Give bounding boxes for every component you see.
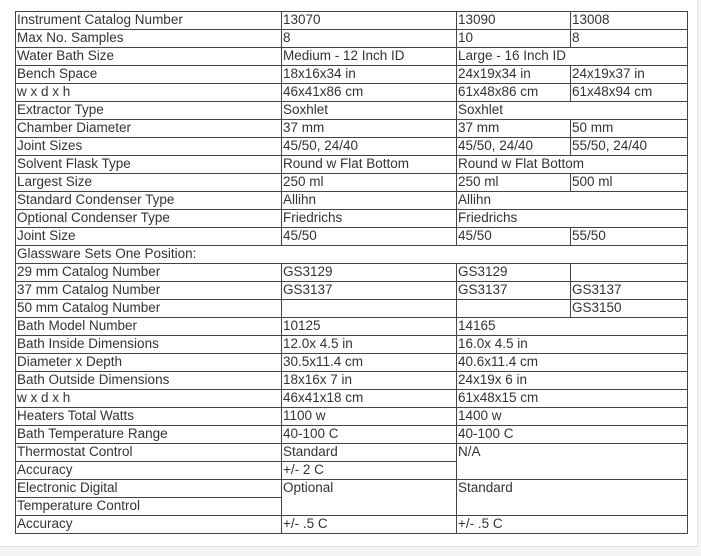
table-row	[16, 426, 688, 444]
value-cell: 61x48x94 cm	[571, 84, 688, 102]
row-label-cell: Extractor Type	[16, 102, 282, 120]
value-cell: 1400 w	[457, 408, 688, 426]
value-cell: 37 mm	[457, 120, 571, 138]
row-label-cell: 37 mm Catalog Number	[16, 282, 282, 300]
table-row	[16, 282, 688, 300]
value-cell: 13090	[457, 12, 571, 30]
table-row	[16, 192, 688, 210]
value-cell: 16.0x 4.5 in	[457, 336, 688, 354]
row-label-cell: Solvent Flask Type	[16, 156, 282, 174]
value-cell: GS3137	[282, 282, 457, 300]
table-row	[16, 84, 688, 102]
value-cell: 10125	[282, 318, 457, 336]
table-row	[16, 354, 688, 372]
table-row	[16, 210, 688, 228]
row-label-cell: Bath Temperature Range	[16, 426, 282, 444]
table-row	[16, 120, 688, 138]
value-cell: 45/50, 24/40	[457, 138, 571, 156]
value-cell: 61x48x15 cm	[457, 390, 688, 408]
value-cell: Optional	[282, 480, 457, 516]
value-cell: Medium - 12 Inch ID	[282, 48, 457, 66]
value-cell: Friedrichs	[457, 210, 688, 228]
value-cell: 8	[282, 30, 457, 48]
table-row	[16, 480, 688, 498]
value-cell: 13008	[571, 12, 688, 30]
table-row	[16, 30, 688, 48]
value-cell: N/A	[457, 444, 688, 480]
row-label-cell: Accuracy	[16, 462, 282, 480]
row-label-cell: Water Bath Size	[16, 48, 282, 66]
value-cell: 45/50	[457, 228, 571, 246]
value-cell: Standard	[282, 444, 457, 462]
row-label-cell: Bath Outside Dimensions	[16, 372, 282, 390]
row-label-cell: Chamber Diameter	[16, 120, 282, 138]
table-row	[16, 336, 688, 354]
value-cell: Large - 16 Inch ID	[457, 48, 688, 66]
row-label-cell: Temperature Control	[16, 498, 282, 516]
row-label-cell: Diameter x Depth	[16, 354, 282, 372]
value-cell: 18x16x34 in	[282, 66, 457, 84]
row-label-cell: Thermostat Control	[16, 444, 282, 462]
value-cell: 250 ml	[457, 174, 571, 192]
value-cell: Soxhlet	[282, 102, 457, 120]
value-cell: +/- .5 C	[282, 516, 457, 534]
value-cell: 50 mm	[571, 120, 688, 138]
value-cell: GS3129	[282, 264, 457, 282]
value-cell: Round w Flat Bottom	[457, 156, 688, 174]
row-label-cell: Optional Condenser Type	[16, 210, 282, 228]
value-cell: 40-100 C	[457, 426, 688, 444]
table-row	[16, 48, 688, 66]
value-cell	[571, 264, 688, 282]
row-label-cell: Standard Condenser Type	[16, 192, 282, 210]
value-cell: GS3150	[571, 300, 688, 318]
table-row	[16, 318, 688, 336]
value-cell: 40.6x11.4 cm	[457, 354, 688, 372]
row-label-cell: Largest Size	[16, 174, 282, 192]
value-cell: 30.5x11.4 cm	[282, 354, 457, 372]
table-row	[16, 102, 688, 120]
value-cell: Allihn	[282, 192, 457, 210]
specification-table-body	[16, 12, 688, 534]
value-cell: 40-100 C	[282, 426, 457, 444]
table-row	[16, 516, 688, 534]
value-cell: 46x41x86 cm	[282, 84, 457, 102]
table-row	[16, 390, 688, 408]
value-cell: 24x19x34 in	[457, 66, 571, 84]
row-label-cell: Bench Space	[16, 66, 282, 84]
table-row	[16, 174, 688, 192]
table-row	[16, 138, 688, 156]
value-cell	[457, 300, 571, 318]
value-cell: 24x19x37 in	[571, 66, 688, 84]
row-label-cell: 50 mm Catalog Number	[16, 300, 282, 318]
table-row	[16, 156, 688, 174]
value-cell: 24x19x 6 in	[457, 372, 688, 390]
row-label-cell: Bath Inside Dimensions	[16, 336, 282, 354]
table-row	[16, 408, 688, 426]
value-cell: 10	[457, 30, 571, 48]
value-cell: 1100 w	[282, 408, 457, 426]
table-row	[16, 300, 688, 318]
table-row	[16, 66, 688, 84]
table-row	[16, 228, 688, 246]
value-cell: 12.0x 4.5 in	[282, 336, 457, 354]
value-cell: Standard	[457, 480, 688, 516]
value-cell: 45/50	[282, 228, 457, 246]
row-label-cell: Bath Model Number	[16, 318, 282, 336]
row-label-cell: Max No. Samples	[16, 30, 282, 48]
row-label-cell: w x d x h	[16, 390, 282, 408]
table-row	[16, 264, 688, 282]
value-cell: +/- 2 C	[282, 462, 457, 480]
row-label-cell: Electronic Digital	[16, 480, 282, 498]
value-cell: 13070	[282, 12, 457, 30]
value-cell: 37 mm	[282, 120, 457, 138]
row-label-cell: Accuracy	[16, 516, 282, 534]
value-cell: 8	[571, 30, 688, 48]
table-row	[16, 246, 688, 264]
value-cell: 18x16x 7 in	[282, 372, 457, 390]
value-cell: 45/50, 24/40	[282, 138, 457, 156]
row-label-cell: Heaters Total Watts	[16, 408, 282, 426]
value-cell: +/- .5 C	[457, 516, 688, 534]
value-cell: Round w Flat Bottom	[282, 156, 457, 174]
value-cell: 61x48x86 cm	[457, 84, 571, 102]
value-cell: GS3137	[457, 282, 571, 300]
value-cell: Allihn	[457, 192, 688, 210]
value-cell: 250 ml	[282, 174, 457, 192]
value-cell: 55/50	[571, 228, 688, 246]
table-row	[16, 12, 688, 30]
row-label-cell: Joint Sizes	[16, 138, 282, 156]
row-label-cell: Instrument Catalog Number	[16, 12, 282, 30]
value-cell: 14165	[457, 318, 688, 336]
table-row	[16, 444, 688, 462]
row-label-cell: w x d x h	[16, 84, 282, 102]
value-cell: 55/50, 24/40	[571, 138, 688, 156]
row-label-cell: Glassware Sets One Position:	[16, 246, 688, 264]
value-cell: 500 ml	[571, 174, 688, 192]
value-cell	[282, 300, 457, 318]
table-row	[16, 372, 688, 390]
value-cell: GS3137	[571, 282, 688, 300]
value-cell: 46x41x18 cm	[282, 390, 457, 408]
value-cell: Soxhlet	[457, 102, 688, 120]
value-cell: GS3129	[457, 264, 571, 282]
specification-table	[15, 11, 688, 534]
row-label-cell: 29 mm Catalog Number	[16, 264, 282, 282]
value-cell: Friedrichs	[282, 210, 457, 228]
row-label-cell: Joint Size	[16, 228, 282, 246]
